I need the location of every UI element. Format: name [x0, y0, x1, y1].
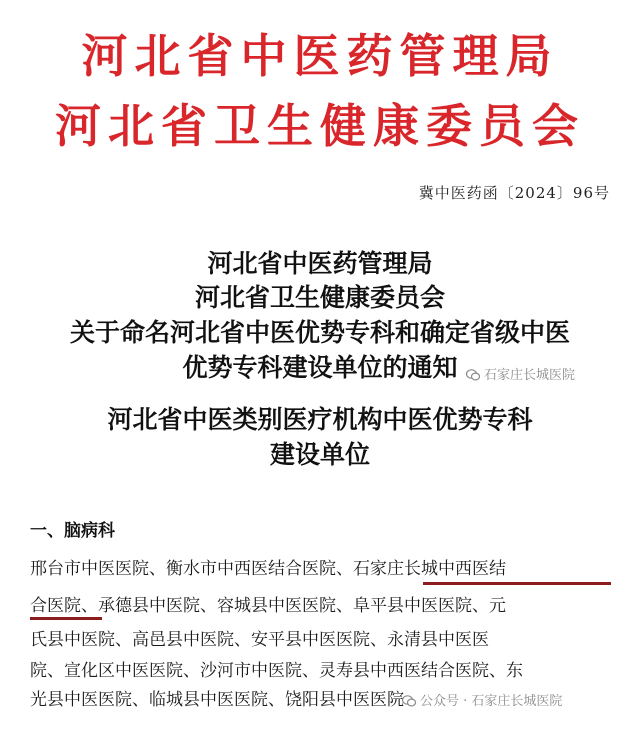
subtitle-line-2: 建设单位: [269, 440, 370, 469]
watermark-bottom-text: 公众号 · 石家庄长城医院: [420, 694, 563, 709]
title-line-1: 河北省中医药管理局: [207, 249, 433, 278]
title-line-4: 优势专科建设单位的通知: [182, 353, 458, 382]
body-line-5: 光县中医医院、临城县中医医院、饶阳县中医医院: [30, 690, 404, 710]
issuer-header-line2: 河北省卫生健康委员会: [55, 99, 585, 153]
body-line-4: 院、宣化区中医医院、沙河市中医院、灵寿县中西医结合医院、东: [30, 661, 523, 681]
wechat-icon: [466, 369, 480, 385]
body-line-1: 邢台市中医医院、衡水市中西医结合医院、石家庄长城中西医结: [30, 559, 506, 579]
watermark-top: [466, 364, 575, 385]
body-line-2: 合医院、承德县中医院、容城县中医医院、阜平县中医医院、元: [30, 596, 506, 616]
body-line-3: 氏县中医院、高邑县中医院、安平县中医医院、永清县中医医: [30, 630, 489, 650]
issuer-header-line1: 河北省中医药管理局: [81, 29, 559, 83]
highlight-underline-1: [423, 582, 611, 585]
section-heading: 一、脑病科: [30, 521, 115, 541]
wechat-icon: [402, 695, 416, 711]
title-line-3: 关于命名河北省中医优势专科和确定省级中医: [69, 318, 570, 347]
highlight-underline-2: [30, 617, 102, 620]
document-number: 冀中医药函〔2024〕96号: [418, 184, 610, 202]
watermark-bottom: [402, 690, 562, 711]
title-line-2: 河北省卫生健康委员会: [194, 283, 445, 312]
subtitle-line-1: 河北省中医类别医疗机构中医优势专科: [107, 405, 533, 434]
watermark-top-text: 石家庄长城医院: [484, 368, 576, 383]
